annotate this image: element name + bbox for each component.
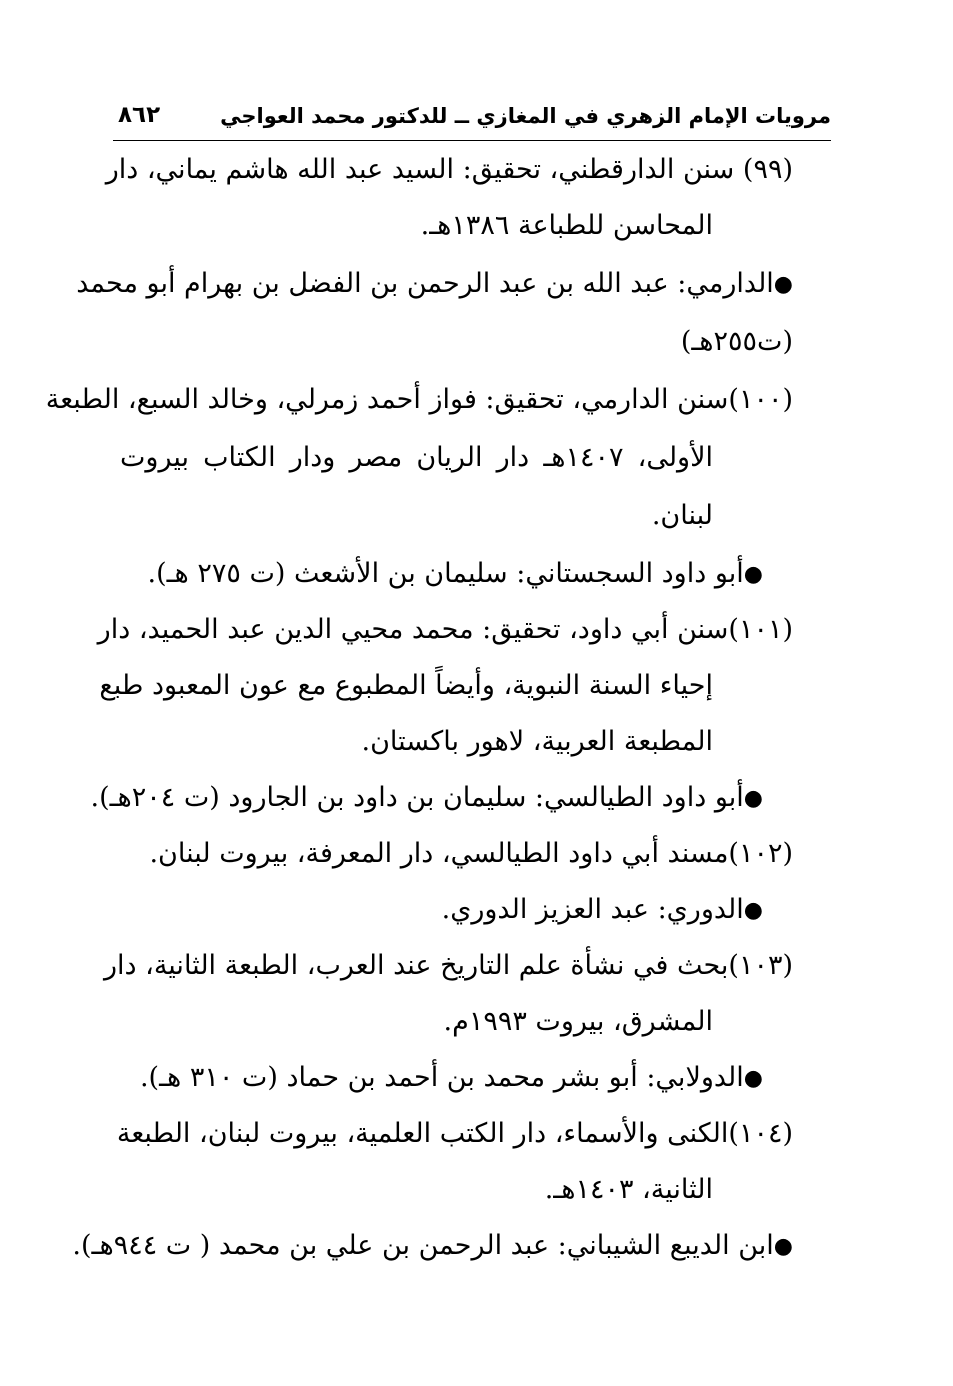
author-dulabi-line-1 <box>140 1058 763 1098</box>
ref-100-line-1: (١٠٠)سنن الدارمي، تحقيق: فواز أحمد زمرلي، وخالد السبع، الطبعة <box>45 384 793 415</box>
ref-103-line-1: (١٠٣)بحث في نشأة علم التاريخ عند العرب، الطبعة الثانية، دار <box>103 950 793 981</box>
ref-100-line-2: الأولى، ١٤٠٧هـ دار الريان مصر ودار الكتاب بيروت <box>120 442 713 473</box>
bullet-icon: ● <box>743 898 763 923</box>
author-tayalisi-line-1 <box>91 778 763 818</box>
ref-102-line-1: (١٠٢)مسند أبي داود الطيالسي، دار المعرفة، بيروت لبنان. <box>149 838 793 869</box>
author-darimi-line-1 <box>76 264 793 304</box>
bullet-icon: ● <box>743 562 763 587</box>
bullet-icon: ● <box>773 272 793 297</box>
ref-104-line-1: (١٠٤)الكنى والأسماء، دار الكتب العلمية، بيروت لبنان، الطبعة <box>116 1118 793 1149</box>
author-darimi-line-2: (ت٢٥٥هـ) <box>680 326 793 357</box>
ref-99-line-2: المحاسن للطباعة ١٣٨٦هـ. <box>420 210 713 241</box>
ref-99-line-1: (٩٩) سنن الدارقطني، تحقيق: السيد عبد الله هاشم يماني، دار <box>105 154 793 185</box>
bullet-icon: ● <box>743 786 763 811</box>
ref-104-line-2: الثانية، ١٤٠٣هـ. <box>544 1174 713 1205</box>
bullet-icon: ● <box>743 1066 763 1091</box>
author-abu-dawud-line-1 <box>148 554 763 594</box>
page-header <box>113 100 831 141</box>
author-ibn-dayba-line-1 <box>72 1226 793 1266</box>
author-ibn-dayba-text: ابن الديبع الشيباني: عبد الرحمن بن علي بن محمد ( ت ٩٤٤هـ). <box>72 1230 774 1261</box>
ref-101-line-3: المطبعة العربية، لاهور باكستان. <box>361 726 713 757</box>
ref-100-line-3: لبنان. <box>651 500 713 531</box>
running-title: مرويات الإمام الزهري في المغازي ــ للدكتور محمد العواجي <box>220 104 831 128</box>
page-number: ٨٦٢ <box>118 102 161 128</box>
author-tayalisi-text: أبو داود الطيالسي: سليمان بن داود بن الجارود (ت ٢٠٤هـ). <box>90 782 744 813</box>
author-darimi-text: الدارمي: عبد الله بن عبد الرحمن بن الفضل بن بهرام أبو محمد <box>76 268 774 299</box>
author-duri-line-1 <box>442 890 763 930</box>
author-duri-text: الدوري: عبد العزيز الدوري. <box>441 894 744 925</box>
author-dulabi-text: الدولابي: أبو بشر محمد بن أحمد بن حماد (ت ٣١٠ هـ). <box>139 1062 744 1093</box>
ref-103-line-2: المشرق، بيروت ١٩٩٣م. <box>443 1006 713 1037</box>
ref-101-line-1: (١٠١)سنن أبي داود، تحقيق: محمد محيي الدين عبد الحميد، دار <box>97 614 793 645</box>
ref-101-line-2: إحياء السنة النبوية، وأيضاً المطبوع مع عون المعبود طبع <box>99 670 713 701</box>
bullet-icon: ● <box>773 1234 793 1259</box>
author-abu-dawud-text: أبو داود السجستاني: سليمان بن الأشعث (ت ٢٧٥ هـ). <box>147 558 744 589</box>
